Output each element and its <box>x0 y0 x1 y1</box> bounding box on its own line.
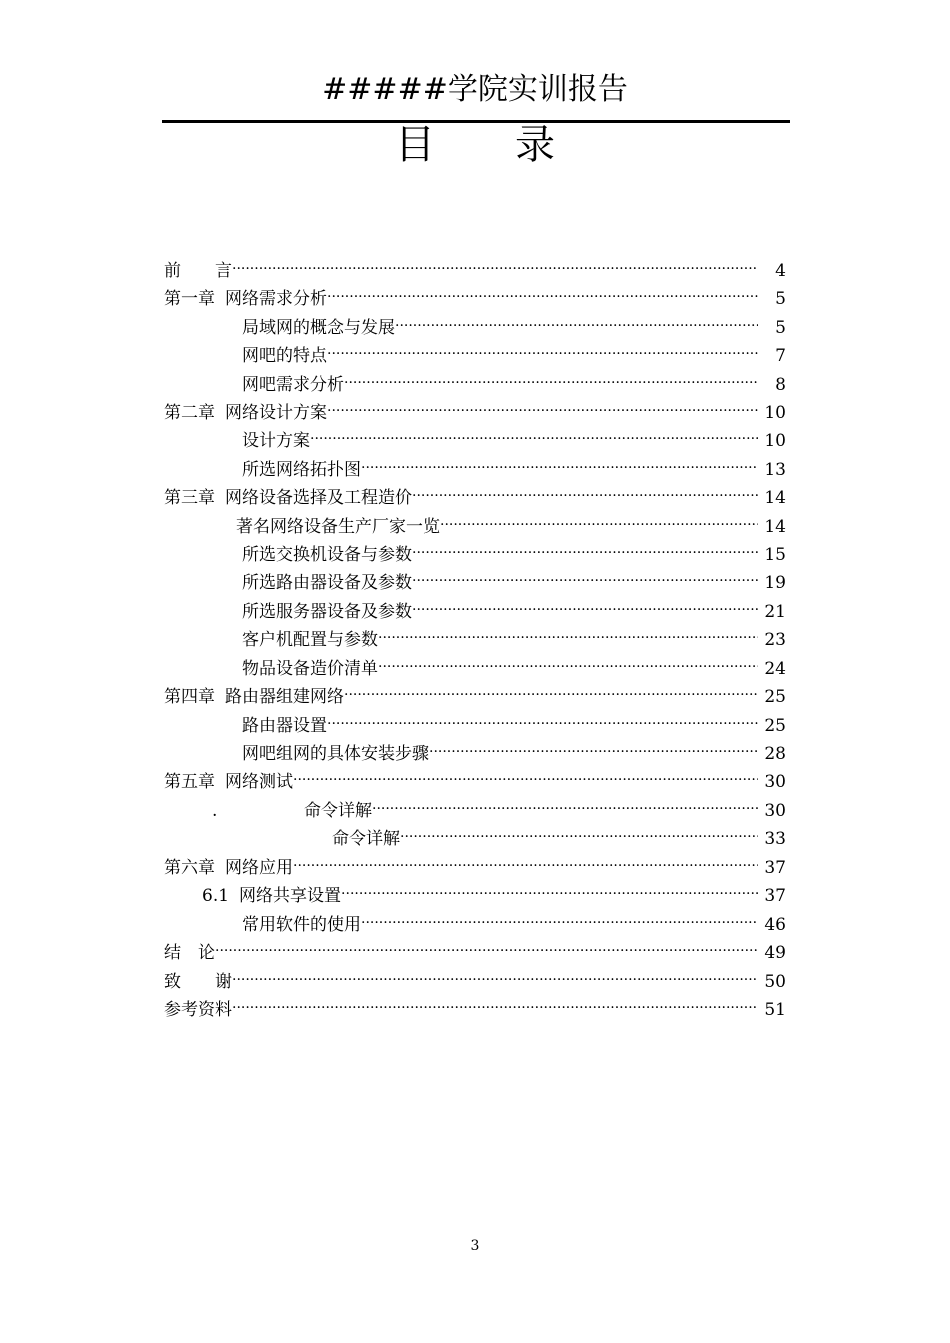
toc-chapter-number: 第六章 <box>164 858 215 878</box>
toc-entry-label: 网络需求分析 <box>225 289 327 309</box>
toc-entry-page: 14 <box>764 488 786 508</box>
toc-entry-label: 网吧组网的具体安装步骤 <box>242 744 429 764</box>
toc-entry[interactable] <box>164 845 786 878</box>
toc-leader-dots <box>327 390 758 418</box>
toc-leader-dots <box>395 305 758 333</box>
toc-entry[interactable] <box>242 902 786 935</box>
toc-leader-dots <box>344 362 758 390</box>
toc-entry-page: 30 <box>764 801 786 821</box>
toc-chapter-number: 第一章 <box>164 289 215 309</box>
toc-entry[interactable] <box>164 475 786 508</box>
toc-leader-dots <box>232 959 758 987</box>
toc-entry[interactable] <box>242 447 786 480</box>
toc-leader-dots <box>327 703 758 731</box>
toc-leader-dots <box>412 475 758 503</box>
toc-entry-label: 命令详解 <box>332 829 400 849</box>
toc-entry-label: 所选交换机设备与参数 <box>242 545 412 565</box>
toc-entry-label: 客户机配置与参数 <box>242 630 378 650</box>
toc-entry-label: 网络共享设置 <box>239 886 342 906</box>
toc-entry[interactable] <box>164 390 786 423</box>
toc-leader-dots <box>412 560 758 588</box>
toc-entry-page: 4 <box>775 261 786 281</box>
toc-heading-right-char: 录 <box>515 122 555 168</box>
toc-entry-page: 37 <box>764 886 786 906</box>
toc-leader-dots <box>412 589 758 617</box>
toc-entry-label: 网吧需求分析 <box>242 375 344 395</box>
toc-entry-label: 网络设计方案 <box>225 403 327 423</box>
toc-chapter-number: 第三章 <box>164 488 215 508</box>
toc-entry-page: 5 <box>775 289 786 309</box>
toc-entry-page: 51 <box>764 1000 786 1020</box>
toc-entry[interactable] <box>242 703 786 736</box>
toc-leader-dots <box>378 646 758 674</box>
toc-entry-page: 21 <box>764 602 786 622</box>
toc-leader-dots <box>310 418 758 446</box>
toc-entry[interactable] <box>164 987 786 1020</box>
toc-entry[interactable] <box>242 305 786 338</box>
toc-entry-page: 28 <box>764 744 786 764</box>
toc-leader-dots <box>215 930 758 958</box>
toc-heading-left-char: 目 <box>395 122 435 168</box>
toc-leader-dots <box>372 788 758 816</box>
toc-entry[interactable] <box>242 589 786 622</box>
toc-leader-dots <box>344 674 758 702</box>
toc-entry[interactable] <box>164 930 786 963</box>
toc-entry[interactable] <box>164 248 786 281</box>
toc-entry-label: 局域网的概念与发展 <box>242 318 395 338</box>
toc-entry-label: 著名网络设备生产厂家一览 <box>236 517 440 537</box>
toc-entry-label: 网络测试 <box>225 772 293 792</box>
toc-entry[interactable] <box>164 276 786 309</box>
toc-entry-page: 10 <box>764 431 786 451</box>
page-number: 3 <box>470 1238 480 1254</box>
toc-entry-label: 所选路由器设备及参数 <box>242 573 412 593</box>
toc-leader-dots <box>327 333 758 361</box>
toc-entry-page: 33 <box>764 829 786 849</box>
toc-entry-label: 常用软件的使用 <box>242 915 361 935</box>
toc-entry[interactable] <box>164 959 786 992</box>
toc-entry-label: 网络设备选择及工程造价 <box>225 488 412 508</box>
toc-chapter-number: 第二章 <box>164 403 215 423</box>
toc-entry-label: 致 谢 <box>164 972 232 992</box>
toc-leader-dots <box>378 617 758 645</box>
toc-entry-label: 设计方案 <box>242 431 310 451</box>
toc-entry-label: 路由器设置 <box>242 716 327 736</box>
toc-entry-page: 25 <box>764 716 786 736</box>
toc-entry[interactable] <box>242 362 786 395</box>
toc-entry-label: 网络应用 <box>225 858 293 878</box>
toc-entry-page: 14 <box>764 517 786 537</box>
toc-entry-page: 24 <box>764 659 786 679</box>
toc-leader-dots <box>232 987 758 1015</box>
toc-entry-label: 结 论 <box>164 943 215 963</box>
toc-leader-dots <box>361 447 758 475</box>
toc-entry-prefix: . <box>212 801 218 821</box>
toc-entry-page: 8 <box>775 375 786 395</box>
toc-chapter-number: 第五章 <box>164 772 215 792</box>
toc-entry-page: 25 <box>764 687 786 707</box>
toc-leader-dots <box>440 504 758 532</box>
toc-entry[interactable] <box>242 418 786 451</box>
toc-entry-page: 7 <box>775 346 786 366</box>
toc-entry-label: 所选服务器设备及参数 <box>242 602 412 622</box>
toc-chapter-number: 第四章 <box>164 687 215 707</box>
toc-entry-page: 50 <box>764 972 786 992</box>
toc-leader-dots <box>361 902 758 930</box>
toc-entry[interactable] <box>242 333 786 366</box>
toc-leader-dots <box>327 276 758 304</box>
toc-entry-label: 参考资料 <box>164 1000 232 1020</box>
toc-entry-page: 37 <box>764 858 786 878</box>
toc-heading <box>0 120 950 170</box>
toc-entry[interactable] <box>242 532 786 565</box>
toc-entry[interactable] <box>164 759 786 792</box>
toc-entry-page: 5 <box>775 318 786 338</box>
toc-entry[interactable] <box>242 731 786 764</box>
toc-entry-label: 前 言 <box>164 261 232 281</box>
toc-entry-page: 30 <box>764 772 786 792</box>
toc-entry-label: 网吧的特点 <box>242 346 327 366</box>
toc-entry-page: 49 <box>764 943 786 963</box>
toc-entry-page: 13 <box>764 460 786 480</box>
toc-entry-page: 46 <box>764 915 786 935</box>
toc-leader-dots <box>293 759 758 787</box>
toc-entry-prefix: 6.1 <box>202 886 230 906</box>
toc-entry[interactable] <box>242 617 786 650</box>
toc-entry[interactable] <box>236 504 786 537</box>
toc-entry-label: 物品设备造价清单 <box>242 659 378 679</box>
toc-entry[interactable] <box>164 674 786 707</box>
toc-entry-page: 10 <box>764 403 786 423</box>
toc-leader-dots <box>412 532 758 560</box>
toc-entry[interactable] <box>242 560 786 593</box>
toc-leader-dots <box>429 731 758 759</box>
toc-entry[interactable] <box>212 788 786 821</box>
toc-entry-label: 所选网络拓扑图 <box>242 460 361 480</box>
toc-entry[interactable] <box>202 873 786 906</box>
toc-entry-page: 19 <box>764 573 786 593</box>
toc-entry-label: 命令详解 <box>304 801 372 821</box>
toc-entry-page: 23 <box>764 630 786 650</box>
toc-entry[interactable] <box>242 646 786 679</box>
toc-entry-page: 15 <box>764 545 786 565</box>
toc-leader-dots <box>232 248 758 276</box>
toc-entry[interactable] <box>332 816 786 849</box>
report-header-title: #####学院实训报告 <box>322 72 628 107</box>
toc-leader-dots <box>400 816 758 844</box>
toc-leader-dots <box>341 873 758 901</box>
toc-entry-label: 路由器组建网络 <box>225 687 344 707</box>
toc-leader-dots <box>293 845 758 873</box>
